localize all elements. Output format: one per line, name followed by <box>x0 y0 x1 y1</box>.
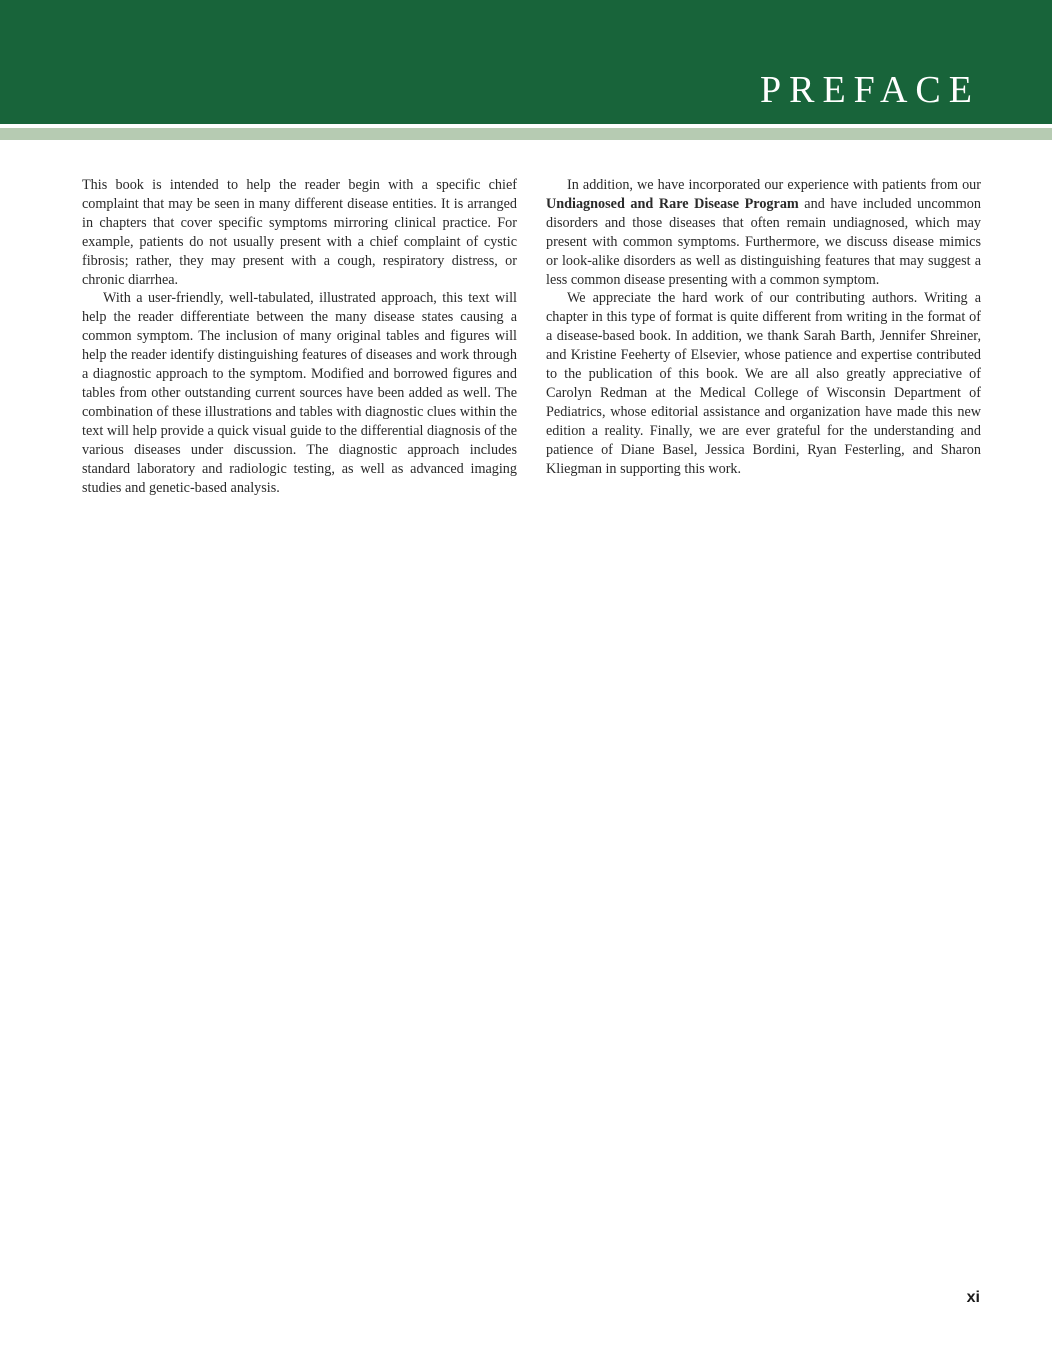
paragraph-text: and have included uncommon disorders and those diseases that often remain undiagnosed, which may present with common symptoms. Furthermore, we discuss disease mimics or look-alike disorders as well as distinguishing features that may suggest a less common disease presenting with a common symptom. <box>546 195 981 288</box>
page-title: PREFACE <box>759 69 980 111</box>
paragraph <box>546 176 981 289</box>
paragraph: We appreciate the hard work of our contributing authors. Writing a chapter in this type of format is quite different from writing in the format of a disease-based book. In addition, we thank Sarah Barth, Jennifer Shreiner, and Kristine Feeherty of Elsevier, whose patience and expertise contributed to the publication of this book. We are all also greatly appreciative of Carolyn Redman at the Medical College of Wisconsin Department of Pediatrics, whose editorial assistance and organization have made this new edition a reality. Finally, we are ever grateful for the understanding and patience of Diane Basel, Jessica Bordini, Ryan Festerling, and Sharon Kliegman in supporting this work. <box>546 290 981 477</box>
paragraph-text: In addition, we have incorporated our experience with patients from our <box>567 177 981 193</box>
paragraph: With a user-friendly, well-tabulated, illustrated approach, this text will help the reader differentiate between the many disease states causing a common symptom. The inclusion of many original tables and figures will help the reader identify distinguishing features of diseases and work through a diagnostic approach to the symptom. Modified and borrowed figures and tables from other outstanding current sources have been added as well. The combination of these illustrations and tables with diagnostic clues within the text will help provide a quick visual guide to the differential diagnosis of the various diseases under discussion. The diagnostic approach includes standard laboratory and radiologic testing, as well as advanced imaging studies and genetic-based analysis. <box>82 290 517 496</box>
header-accent-rule <box>0 128 1052 140</box>
left-column <box>82 176 517 497</box>
paragraph: This book is intended to help the reader begin with a specific chief complaint that may be seen in many different disease entities. It is arranged in chapters that cover specific symptoms mirroring clinical practice. For example, patients do not usually present with a chief complaint of cystic fibrosis; rather, they may present with a cough, respiratory distress, or chronic diarrhea. <box>82 177 517 288</box>
header-band <box>0 0 1052 124</box>
program-name: Undiagnosed and Rare Disease Program <box>546 195 799 212</box>
right-column <box>546 176 981 497</box>
body-columns <box>82 176 981 497</box>
page-number: xi <box>966 1289 980 1306</box>
